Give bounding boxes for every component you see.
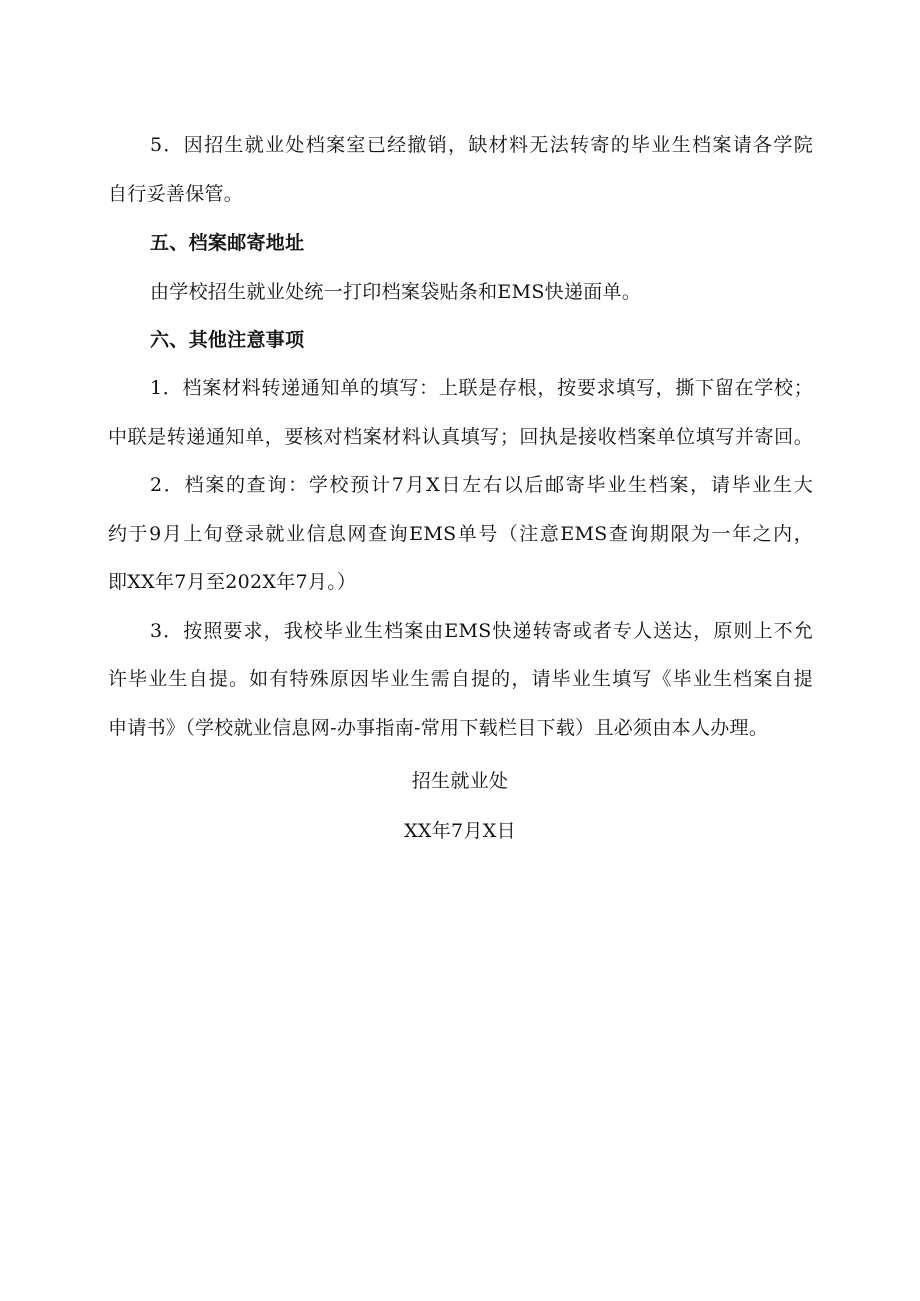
signature-date: XX年7月X日	[404, 820, 516, 842]
section-6-heading: 六、其他注意事项	[150, 329, 305, 351]
item-6-3-line-3: 申请书》（学校就业信息网-办事指南-常用下载栏目下载）且必须由本人办理。	[108, 717, 769, 739]
item-6-3-line-2: 许毕业生自提。如有特殊原因毕业生需自提的，请毕业生填写《毕业生档案自提	[108, 668, 813, 690]
item-6-1-line-2: 中联是转递通知单，要核对档案材料认真填写；回执是接收档案单位填写并寄回。	[108, 426, 813, 448]
item-6-3-line-1: 3．按照要求，我校毕业生档案由EMS快递转寄或者专人送达，原则上不允	[150, 620, 813, 642]
section-5-heading: 五、档案邮寄地址	[150, 232, 305, 254]
item-5-line-2: 自行妥善保管。	[108, 183, 244, 205]
item-6-2-line-2: 约于9月上旬登录就业信息网查询EMS单号（注意EMS查询期限为一年之内，	[108, 523, 813, 545]
section-5-text: 由学校招生就业处统一打印档案袋贴条和EMS快递面单。	[150, 281, 642, 303]
item-6-2-line-3: 即XX年7月至202X年7月。）	[108, 571, 357, 593]
item-5-line-1: 5．因招生就业处档案室已经撤销，缺材料无法转寄的毕业生档案请各学院	[150, 134, 813, 156]
signature-org: 招生就业处	[411, 770, 509, 792]
item-6-1-line-1: 1．档案材料转递通知单的填写：上联是存根，按要求填写，撕下留在学校；	[150, 377, 813, 399]
item-6-2-line-1: 2．档案的查询：学校预计7月X日左右以后邮寄毕业生档案，请毕业生大	[150, 474, 813, 496]
